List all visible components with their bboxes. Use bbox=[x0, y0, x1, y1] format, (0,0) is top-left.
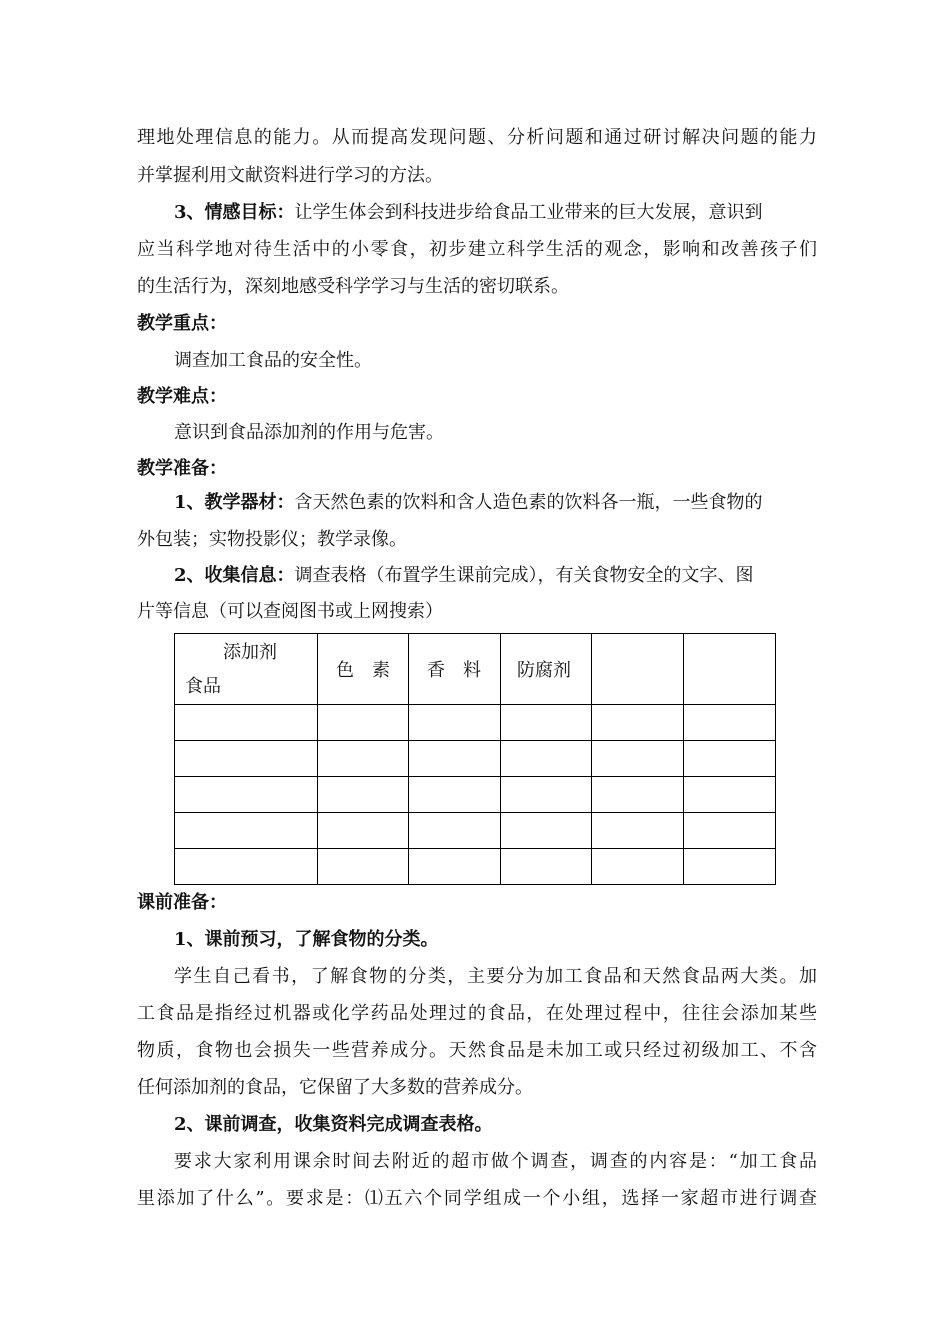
table-cell bbox=[318, 777, 409, 813]
table-row bbox=[175, 849, 776, 885]
emotion-goal-line bbox=[174, 200, 817, 226]
table-cell bbox=[175, 777, 318, 813]
paragraph-line: 并掌握利用文献资料进行学习的方法。 bbox=[137, 165, 443, 186]
table-header-row bbox=[175, 634, 776, 705]
table-row bbox=[175, 705, 776, 741]
paragraph-line: 理地处理信息的能力。从而提高发现问题、分析问题和通过研讨解决问题的能力 bbox=[137, 127, 817, 148]
pre-class-step1-title: 1、课前预习，了解食物的分类。 bbox=[174, 929, 439, 950]
table-cell bbox=[501, 813, 592, 849]
table-diagonal-header-cell bbox=[175, 634, 318, 705]
table-cell bbox=[501, 777, 592, 813]
table-row bbox=[175, 741, 776, 777]
prep-equipment-text: 含天然色素的饮料和含人造色素的饮料各一瓶，一些食物的 bbox=[294, 492, 763, 513]
header-additive-label: 添加剂 bbox=[223, 642, 277, 663]
table-cell bbox=[175, 705, 318, 741]
pre-class-step2-title: 2、课前调查，收集资料完成调查表格。 bbox=[174, 1114, 493, 1135]
paragraph-line: 学生自己看书，了解食物的分类，主要分为加工食品和天然食品两大类。加 bbox=[174, 966, 817, 987]
table-cell bbox=[409, 849, 501, 885]
emotion-goal-text: 让学生体会到科技进步给食品工业带来的巨大发展，意识到 bbox=[294, 202, 763, 223]
paragraph-line: 外包装；实物投影仪；教学录像。 bbox=[137, 529, 407, 550]
table-cell bbox=[592, 741, 684, 777]
prep-collect-label: 2、收集信息： bbox=[174, 565, 295, 586]
table-cell bbox=[684, 741, 776, 777]
survey-table bbox=[174, 633, 776, 885]
table-cell bbox=[409, 813, 501, 849]
table-row bbox=[175, 777, 776, 813]
header-blank-cell bbox=[592, 634, 684, 705]
paragraph-line: 片等信息（可以查阅图书或上网搜索） bbox=[137, 601, 443, 622]
table-cell bbox=[409, 705, 501, 741]
table-cell bbox=[592, 777, 684, 813]
table-cell bbox=[592, 849, 684, 885]
table-cell bbox=[318, 741, 409, 777]
header-food-label: 食品 bbox=[185, 676, 221, 697]
paragraph-line: 里添加了什么”。要求是：⑴五六个同学组成一个小组，选择一家超市进行调查 bbox=[137, 1188, 817, 1209]
section-heading-difficulty: 教学难点： bbox=[137, 386, 227, 407]
table-cell bbox=[592, 705, 684, 741]
section-heading-key-point: 教学重点： bbox=[137, 313, 227, 334]
emotion-goal-label: 3、情感目标： bbox=[174, 202, 295, 223]
table-cell bbox=[175, 849, 318, 885]
table-cell bbox=[175, 741, 318, 777]
prep-equipment-label: 1、教学器材： bbox=[174, 492, 295, 513]
table-cell bbox=[175, 813, 318, 849]
table-row bbox=[175, 813, 776, 849]
paragraph-line: 任何添加剂的食品，它保留了大多数的营养成分。 bbox=[137, 1077, 533, 1098]
paragraph-line: 工食品是指经过机器或化学药品处理过的食品，在处理过程中，往往会添加某些 bbox=[137, 1003, 817, 1024]
paragraph-line: 要求大家利用课余时间去附近的超市做个调查，调查的内容是：“加工食品 bbox=[174, 1151, 817, 1172]
key-point-text: 调查加工食品的安全性。 bbox=[174, 350, 372, 371]
paragraph-line: 的生活行为，深刻地感受科学学习与生活的密切联系。 bbox=[137, 276, 569, 297]
table-cell bbox=[318, 813, 409, 849]
header-preservative-cell: 防腐剂 bbox=[501, 634, 592, 705]
table-cell bbox=[501, 741, 592, 777]
table-cell bbox=[318, 849, 409, 885]
section-heading-preparation: 教学准备： bbox=[137, 458, 227, 479]
difficulty-text: 意识到食品添加剂的作用与危害。 bbox=[174, 422, 444, 443]
table-cell bbox=[409, 777, 501, 813]
table-cell bbox=[318, 705, 409, 741]
table-cell bbox=[684, 777, 776, 813]
prep-equipment-line bbox=[174, 490, 817, 516]
prep-collect-text: 调查表格（布置学生课前完成），有关食物安全的文字、图 bbox=[294, 565, 754, 586]
paragraph-line: 应当科学地对待生活中的小零食，初步建立科学生活的观念，影响和改善孩子们 bbox=[137, 239, 817, 260]
table-cell bbox=[501, 849, 592, 885]
table-cell bbox=[684, 705, 776, 741]
paragraph-line: 物质，食物也会损失一些营养成分。天然食品是未加工或只经过初级加工、不含 bbox=[137, 1040, 817, 1061]
table-cell bbox=[684, 849, 776, 885]
table-cell bbox=[592, 813, 684, 849]
table-cell bbox=[501, 705, 592, 741]
header-color-cell: 色 素 bbox=[318, 634, 409, 705]
table-cell bbox=[409, 741, 501, 777]
table-cell bbox=[684, 813, 776, 849]
prep-collect-line bbox=[174, 563, 817, 589]
section-heading-pre-class: 课前准备： bbox=[137, 892, 227, 913]
header-blank-cell bbox=[684, 634, 776, 705]
header-flavor-cell: 香 料 bbox=[409, 634, 501, 705]
